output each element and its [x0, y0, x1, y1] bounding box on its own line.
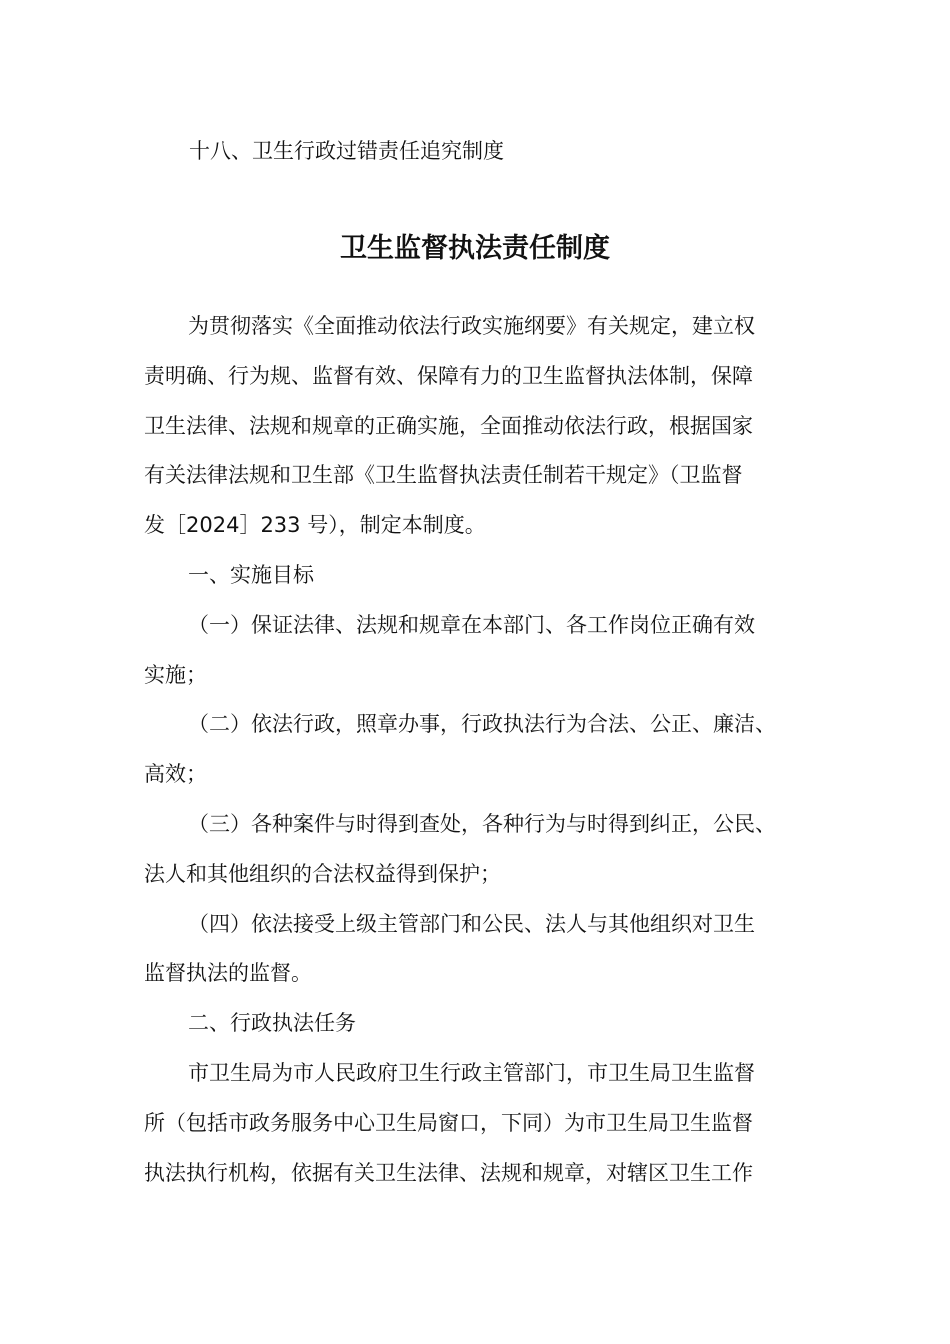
- paragraph-line: 责明确、行为规、监督有效、保障有力的卫生监督执法体制，保障: [144, 363, 753, 388]
- list-item-line: 高效；: [144, 762, 207, 787]
- list-item-line: 实施；: [144, 662, 207, 687]
- list-item-line: （三）各种案件与时得到查处，各种行为与时得到纠正，公民、: [188, 811, 776, 836]
- list-item-line: （二）依法行政，照章办事，行政执法行为合法、公正、廉洁、: [188, 712, 776, 737]
- section-heading: 十八、卫生行政过错责任追究制度: [189, 139, 504, 163]
- section-heading-line: 一、实施目标: [188, 562, 314, 587]
- list-item-line: （一）保证法律、法规和规章在本部门、各工作岗位正确有效: [188, 612, 755, 637]
- section-heading-line: 二、行政执法任务: [188, 1011, 356, 1036]
- document-body: [144, 302, 824, 1198]
- paragraph-line: 所（包括市政务服务中心卫生局窗口，下同）为市卫生局卫生监督: [144, 1110, 753, 1135]
- list-item-line: 监督执法的监督。: [144, 961, 312, 986]
- paragraph-line: 市卫生局为市人民政府卫生行政主管部门，市卫生局卫生监督: [188, 1060, 755, 1085]
- list-item-line: 法人和其他组织的合法权益得到保护；: [144, 861, 501, 886]
- document-title: 卫生监督执法责任制度: [340, 233, 610, 264]
- list-item-line: （四）依法接受上级主管部门和公民、法人与其他组织对卫生: [188, 911, 755, 936]
- paragraph-line: 卫生法律、法规和规章的正确实施，全面推动依法行政，根据国家: [144, 413, 753, 438]
- paragraph-line: 执法执行机构，依据有关卫生法律、法规和规章，对辖区卫生工作: [144, 1160, 753, 1185]
- paragraph-line: 有关法律法规和卫生部《卫生监督执法责任制若干规定》（卫监督: [144, 463, 743, 488]
- paragraph-line: 发［2024］233 号），制定本制度。: [144, 513, 486, 538]
- paragraph-line: 为贯彻落实《全面推动依法行政实施纲要》有关规定，建立权: [188, 314, 755, 338]
